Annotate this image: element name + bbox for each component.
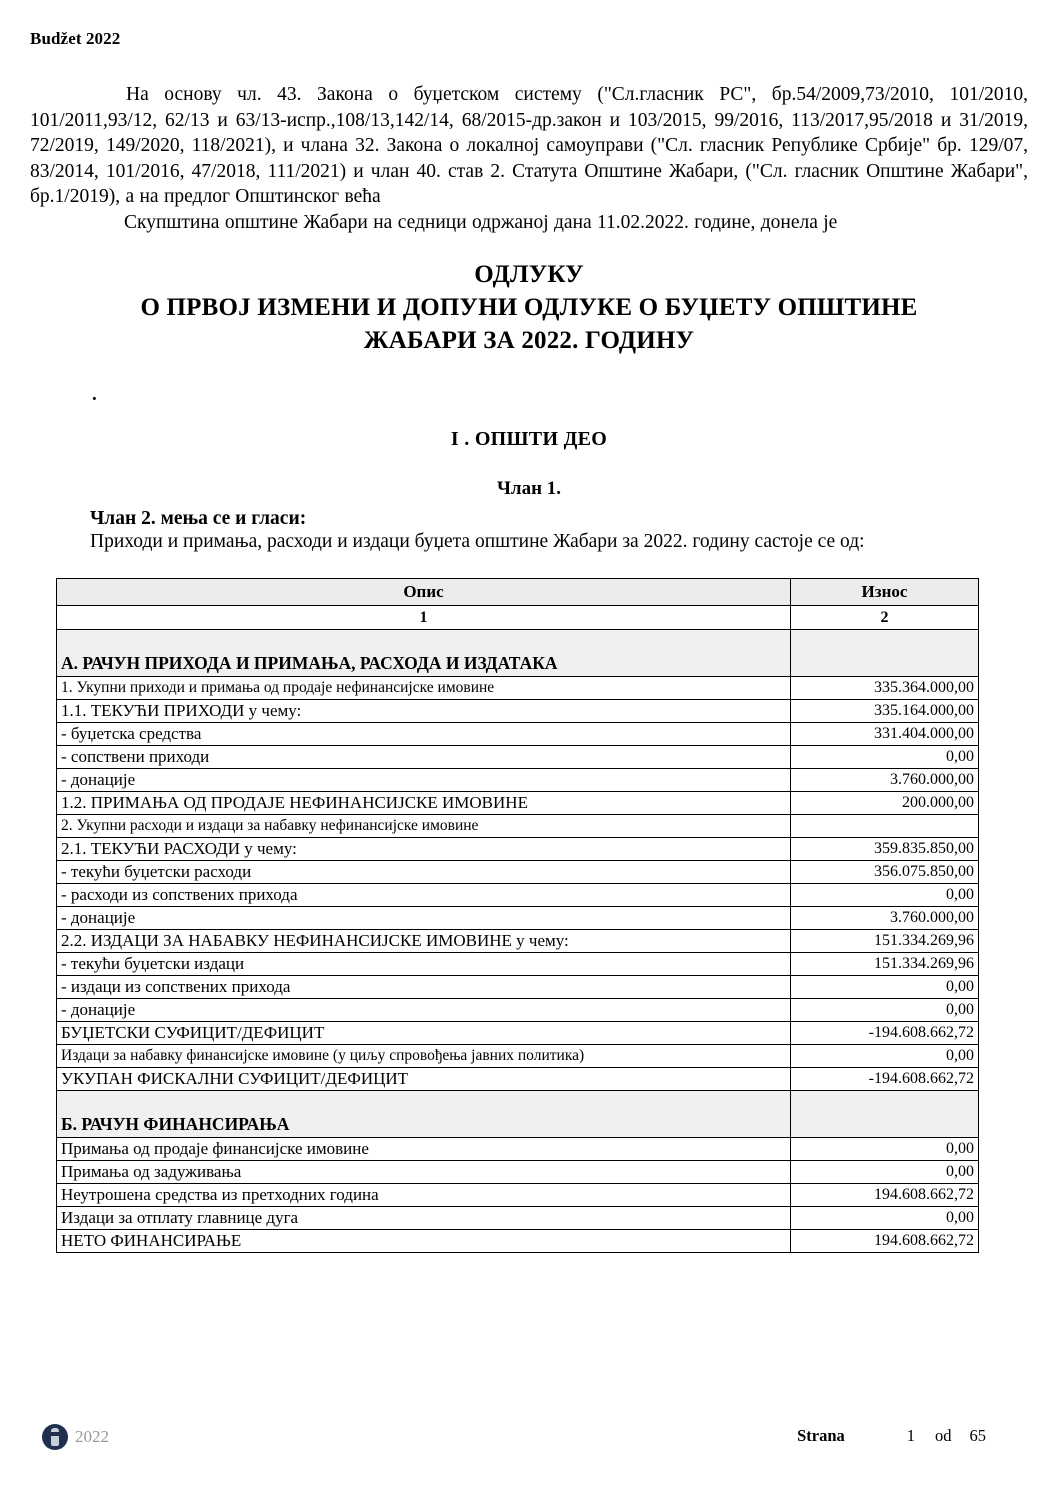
intro-text-block: [30, 82, 1028, 236]
table-row: [57, 838, 979, 861]
table-cell-description: Издаци за отплату главнице дуга: [57, 1207, 791, 1230]
table-row: [57, 953, 979, 976]
table-cell-amount: 335.164.000,00: [791, 700, 979, 723]
table-cell-description: - донације: [57, 999, 791, 1022]
budget-table-container: [56, 578, 978, 1253]
table-cell-description: БУЏЕТСКИ СУФИЦИТ/ДЕФИЦИТ: [57, 1022, 791, 1045]
stray-dot-mark: .: [92, 384, 97, 405]
decision-title-line-1: ОДЛУКУ: [474, 261, 584, 288]
table-column-number-row: [57, 606, 979, 630]
table-cell-amount: 0,00: [791, 746, 979, 769]
table-cell-amount: 194.608.662,72: [791, 1184, 979, 1207]
table-cell-amount: [791, 815, 979, 838]
running-header-title: Budžet 2022: [30, 29, 121, 48]
decision-title-block: [30, 258, 1028, 357]
table-row: [57, 907, 979, 930]
table-cell-amount: 0,00: [791, 1161, 979, 1184]
table-cell-amount: [791, 630, 979, 677]
table-cell-amount: 0,00: [791, 1138, 979, 1161]
intro-paragraph-assembly: Скупштина општине Жабари на седници одржаној дана 11.02.2022. године, донела је: [124, 211, 838, 233]
table-section-row: [57, 1091, 979, 1138]
table-cell-amount: 200.000,00: [791, 792, 979, 815]
table-cell-amount: -194.608.662,72: [791, 1022, 979, 1045]
table-cell-description: 2.2. ИЗДАЦИ ЗА НАБАВКУ НЕФИНАНСИЈСКЕ ИМОВИНЕ у чему:: [57, 930, 791, 953]
intro-paragraph-legal-basis: На основу чл. 43. Закона о буџетском систему ("Сл.гласник РС", бр.54/2009,73/2010, 101/2010, 101/2011,93/12, 62/13 и 63/13-испр.,108/13,142/14, 68/2015-др.закон и 103/2015, 99/2016, 113/2017,95/2018 и 31/2019, 72/2019, 149/2020, 118/2021), и члана 32. Закона о локалној самоуправи ("Сл. гласник Републике Србије" бр. 129/07, 83/2014, 101/2016, 47/2018, 111/2021) и члан 40. став 2. Статута Општине Жабари, ("Сл. гласник Општине Жабари", бр.1/2019), а на предлог Општинског већа: [30, 84, 1028, 208]
table-row: [57, 1161, 979, 1184]
table-cell-amount: 356.075.850,00: [791, 861, 979, 884]
municipal-seal-icon: [42, 1424, 68, 1450]
table-cell-amount: 331.404.000,00: [791, 723, 979, 746]
clause-amendment-label: Члан 2. мења се и гласи:: [90, 508, 307, 529]
table-cell-description: А. РАЧУН ПРИХОДА И ПРИМАЊА, РАСХОДА И ИЗДАТАКА: [57, 630, 791, 677]
table-cell-amount: 0,00: [791, 1207, 979, 1230]
table-cell-description: - расходи из сопствених прихода: [57, 884, 791, 907]
table-row: [57, 930, 979, 953]
column-number-1: 1: [57, 606, 791, 630]
table-row: [57, 861, 979, 884]
table-row: [57, 723, 979, 746]
footer-year-label: 2022: [75, 1427, 109, 1446]
table-row: [57, 1022, 979, 1045]
table-cell-amount: 0,00: [791, 976, 979, 999]
table-cell-description: 1.1. ТЕКУЋИ ПРИХОДИ у чему:: [57, 700, 791, 723]
table-cell-description: Издаци за набавку финансијске имовине (у циљу спровођења јавних политика): [57, 1045, 791, 1068]
page-footer: [0, 1424, 1058, 1464]
table-row: [57, 792, 979, 815]
table-cell-description: УКУПАН ФИСКАЛНИ СУФИЦИТ/ДЕФИЦИТ: [57, 1068, 791, 1091]
table-cell-amount: 0,00: [791, 999, 979, 1022]
table-cell-description: - буџетска средства: [57, 723, 791, 746]
column-header-description: Опис: [57, 579, 791, 606]
table-cell-amount: 194.608.662,72: [791, 1230, 979, 1253]
table-cell-amount: 0,00: [791, 884, 979, 907]
clause-intro-text: Приходи и примања, расходи и издаци буџета општине Жабари за 2022. годину састоје се од:: [90, 531, 865, 552]
table-row: [57, 999, 979, 1022]
table-cell-description: - сопствени приходи: [57, 746, 791, 769]
column-header-amount: Износ: [791, 579, 979, 606]
table-header-row: [57, 579, 979, 606]
table-row: [57, 815, 979, 838]
page-number-block: [797, 1426, 986, 1446]
table-row: [57, 700, 979, 723]
page-total: 65: [969, 1426, 986, 1445]
table-cell-amount: 0,00: [791, 1045, 979, 1068]
table-cell-amount: -194.608.662,72: [791, 1068, 979, 1091]
table-row: [57, 884, 979, 907]
table-cell-amount: 335.364.000,00: [791, 677, 979, 700]
table-cell-amount: 359.835.850,00: [791, 838, 979, 861]
budget-table-head: [57, 579, 979, 630]
table-cell-description: 2.1. ТЕКУЋИ РАСХОДИ у чему:: [57, 838, 791, 861]
table-cell-description: - текући буџетски расходи: [57, 861, 791, 884]
table-row: [57, 1138, 979, 1161]
footer-brand: [42, 1424, 109, 1450]
decision-title-line-2: О ПРВОЈ ИЗМЕНИ И ДОПУНИ ОДЛУКЕ О БУЏЕТУ ОПШТИНЕ: [140, 294, 918, 321]
table-row: [57, 1207, 979, 1230]
table-row: [57, 1068, 979, 1091]
table-cell-amount: 151.334.269,96: [791, 930, 979, 953]
table-row: [57, 1045, 979, 1068]
column-number-2: 2: [791, 606, 979, 630]
table-cell-description: НЕТО ФИНАНСИРАЊЕ: [57, 1230, 791, 1253]
table-row: [57, 677, 979, 700]
budget-table: [56, 578, 979, 1253]
table-cell-amount: 151.334.269,96: [791, 953, 979, 976]
table-cell-description: Неутрошена средства из претходних година: [57, 1184, 791, 1207]
table-cell-description: - текући буџетски издаци: [57, 953, 791, 976]
table-cell-description: - донације: [57, 769, 791, 792]
page-label: Strana: [797, 1426, 845, 1445]
table-cell-description: 1.2. ПРИМАЊА ОД ПРОДАЈЕ НЕФИНАНСИЈСКЕ ИМОВИНЕ: [57, 792, 791, 815]
table-cell-amount: 3.760.000,00: [791, 769, 979, 792]
page-number: 1: [906, 1426, 915, 1445]
budget-table-body: [57, 630, 979, 1253]
table-cell-description: 2. Укупни расходи и издаци за набавку нефинансијске имовине: [57, 815, 791, 838]
table-section-row: [57, 630, 979, 677]
table-cell-description: 1. Укупни приходи и примања од продаје нефинансијске имовине: [57, 677, 791, 700]
table-cell-amount: [791, 1091, 979, 1138]
table-row: [57, 746, 979, 769]
table-cell-description: - издаци из сопствених прихода: [57, 976, 791, 999]
table-row: [57, 1230, 979, 1253]
page-of-label: od: [935, 1426, 952, 1445]
table-cell-description: - донације: [57, 907, 791, 930]
table-row: [57, 976, 979, 999]
table-cell-amount: 3.760.000,00: [791, 907, 979, 930]
table-cell-description: Б. РАЧУН ФИНАНСИРАЊА: [57, 1091, 791, 1138]
article-heading: Члан 1.: [496, 478, 562, 499]
table-cell-description: Примања од продаје финансијске имовине: [57, 1138, 791, 1161]
table-row: [57, 769, 979, 792]
decision-title-line-3: ЖАБАРИ ЗА 2022. ГОДИНУ: [363, 327, 695, 354]
part-heading: I . ОПШТИ ДЕО: [450, 428, 608, 450]
table-cell-description: Примања од задуживања: [57, 1161, 791, 1184]
table-row: [57, 1184, 979, 1207]
